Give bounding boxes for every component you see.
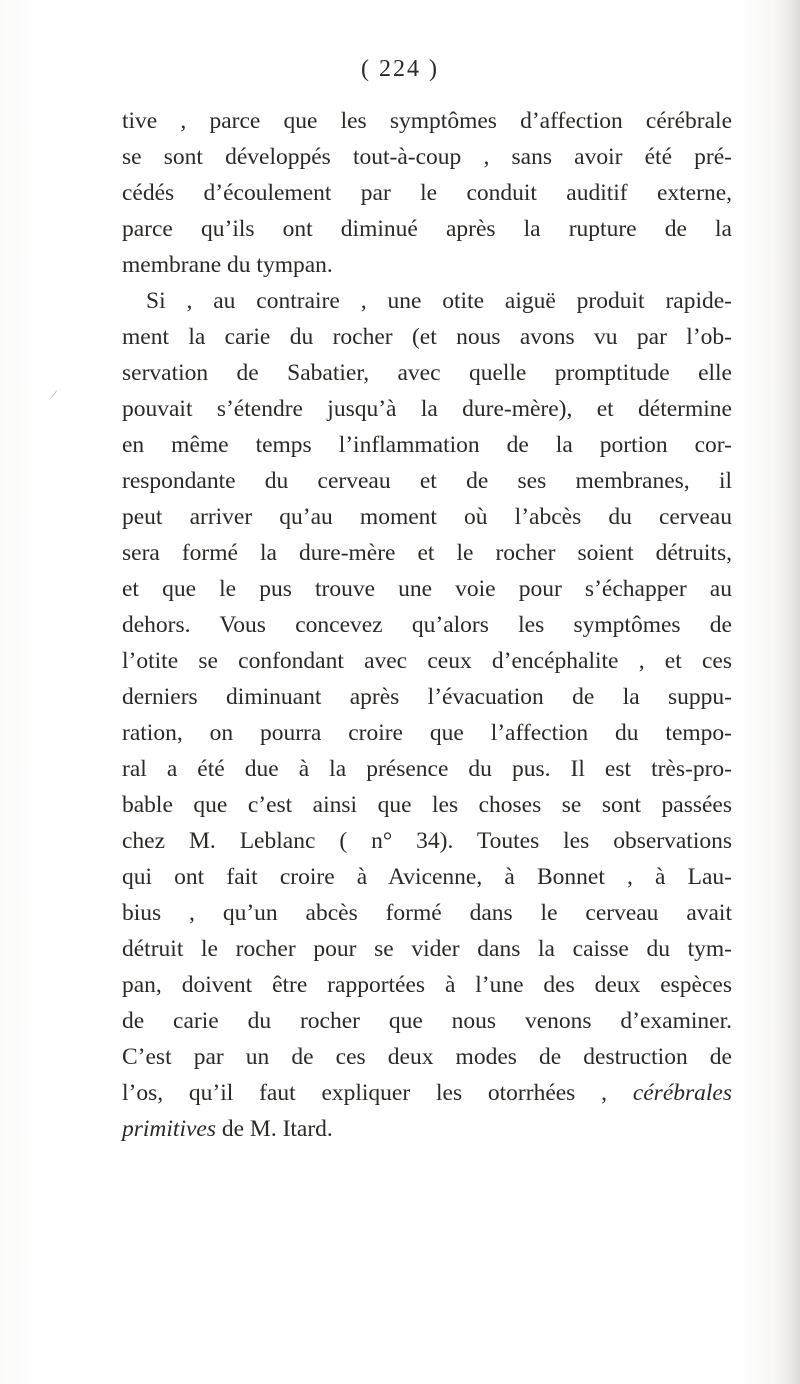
text-line: membrane du tympan. xyxy=(122,252,333,278)
text-line: pouvait s’étendre jusqu’à la dure-mère), et détermine xyxy=(122,396,732,422)
body-text xyxy=(122,103,732,1147)
text-line: sera formé la dure-mère et le rocher soient détruits, xyxy=(122,540,732,566)
text-line: bius , qu’un abcès formé dans le cerveau avait xyxy=(122,900,732,926)
text-line: cédés d’écoulement par le conduit auditif externe, xyxy=(122,180,732,206)
text-line: chez M. Leblanc ( n° 34). Toutes les observations xyxy=(122,828,732,854)
text-line: dehors. Vous concevez qu’alors les symptômes de xyxy=(122,612,732,638)
text-line: ment la carie du rocher (et nous avons vu par l’ob- xyxy=(122,324,732,350)
text-line-with-italic xyxy=(122,1075,732,1111)
text-line: ral a été due à la présence du pus. Il est très-pro- xyxy=(122,756,732,782)
italic-term: primitives xyxy=(122,1116,216,1142)
margin-mark: ⁄ xyxy=(53,387,56,401)
text-line: servation de Sabatier, avec quelle promptitude elle xyxy=(122,360,732,386)
text-line: C’est par un de ces deux modes de destruction de xyxy=(122,1044,732,1070)
text-line: peut arriver qu’au moment où l’abcès du cerveau xyxy=(122,504,732,530)
text-line: de carie du rocher que nous venons d’examiner. xyxy=(122,1008,732,1034)
text-line: l’otite se confondant avec ceux d’encéphalite , et ces xyxy=(122,648,732,674)
italic-term: cérébrales xyxy=(632,1080,732,1106)
page-number: ( 224 ) xyxy=(361,56,439,82)
binding-shadow xyxy=(774,0,800,1384)
text-line: et que le pus trouve une voie pour s’échapper au xyxy=(122,576,732,602)
text-line: détruit le rocher pour se vider dans la caisse du tym- xyxy=(122,936,732,962)
text-line: derniers diminuant après l’évacuation de la suppu- xyxy=(122,684,732,710)
line-text: de M. Itard. xyxy=(221,1116,333,1142)
paragraph-start-line: Si , au contraire , une otite aiguë produit rapide- xyxy=(146,288,732,314)
text-line: qui ont fait croire à Avicenne, à Bonnet , à Lau- xyxy=(122,864,732,890)
text-line: bable que c’est ainsi que les choses se sont passées xyxy=(122,792,732,818)
final-line xyxy=(122,1111,732,1147)
text-line: se sont développés tout-à-coup , sans avoir été pré- xyxy=(122,144,732,170)
text-line: respondante du cerveau et de ses membranes, il xyxy=(122,468,732,494)
text-line: en même temps l’inflammation de la portion cor- xyxy=(122,432,732,458)
text-line: tive , parce que les symptômes d’affection cérébrale xyxy=(122,108,732,134)
text-line: ration, on pourra croire que l’affection du tempo- xyxy=(122,720,732,746)
line-text: l’os, qu’il faut expliquer les otorrhées , xyxy=(122,1080,607,1106)
text-line: pan, doivent être rapportées à l’une des deux espèces xyxy=(122,972,732,998)
text-line: parce qu’ils ont diminué après la rupture de la xyxy=(122,216,732,242)
